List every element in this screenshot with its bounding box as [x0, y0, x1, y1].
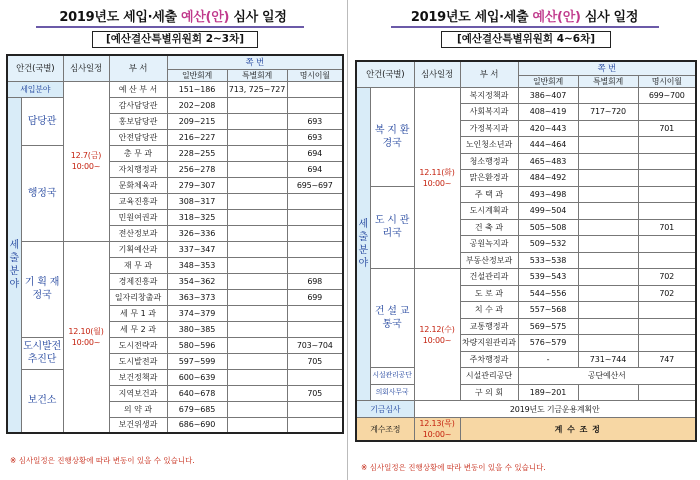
detail-page-cell — [287, 401, 343, 417]
group-cell: 도시발전 추진단 — [21, 337, 63, 369]
general-page-cell: 408~419 — [518, 104, 578, 121]
schedule-date: 12.10(월) 10:00~ — [63, 241, 109, 433]
group-cell: 보건소 — [21, 369, 63, 433]
special-page-cell — [227, 113, 287, 129]
col-header-general: 일반회계 — [167, 69, 227, 81]
general-page-cell: 308~317 — [167, 193, 227, 209]
special-page-cell — [578, 186, 638, 203]
special-page-cell — [578, 120, 638, 137]
detail-page-cell — [287, 241, 343, 257]
table-row — [7, 241, 343, 257]
col-header-general: 일반회계 — [518, 75, 578, 87]
group-cell: 담당관 — [21, 97, 63, 145]
special-page-cell — [578, 170, 638, 187]
dept-cell: 보건위생과 — [109, 417, 167, 433]
special-page-cell — [227, 177, 287, 193]
right-subtitle: [예산결산특별위원회 4~6차] — [441, 31, 611, 48]
table-row — [356, 401, 696, 418]
group-cell: 건 설 교통국 — [370, 269, 414, 368]
special-page-cell — [227, 401, 287, 417]
general-page-cell: 444~464 — [518, 137, 578, 154]
special-page-cell — [227, 129, 287, 145]
detail-page-cell: 703~704 — [287, 337, 343, 353]
detail-page-cell — [287, 209, 343, 225]
special-page-cell — [578, 302, 638, 319]
fund-review-text: 2019년도 기금운용계획안 — [414, 401, 696, 418]
col-header-schedule: 심사일정 — [414, 61, 460, 87]
detail-page-cell: 693 — [287, 129, 343, 145]
special-page-cell — [227, 385, 287, 401]
general-page-cell: 539~543 — [518, 269, 578, 286]
fund-review-label: 기금심사 — [356, 401, 414, 418]
right-note: ※ 심사일정은 진행상황에 따라 변동이 있을 수 있습니다. — [361, 463, 546, 472]
left-title-text: 2019년도 세입·세출 — [59, 10, 182, 25]
detail-page-cell — [638, 252, 696, 269]
detail-page-cell — [287, 97, 343, 113]
general-page-cell: 679~685 — [167, 401, 227, 417]
right-schedule-panel — [349, 0, 700, 480]
col-header-detail: 명시이월 — [638, 75, 696, 87]
dept-cell: 문화체육과 — [109, 177, 167, 193]
left-schedule-panel — [0, 0, 346, 480]
right-title-suffix: 심사 일정 — [580, 10, 639, 25]
dept-cell: 사회복지과 — [460, 104, 518, 121]
general-page-cell: 189~201 — [518, 384, 578, 401]
table-row — [356, 186, 696, 203]
dept-cell: 가정복지과 — [460, 120, 518, 137]
panel-divider — [347, 0, 348, 480]
general-page-cell: 509~532 — [518, 236, 578, 253]
left-title-accent: 예산(안) — [181, 10, 230, 25]
dept-cell: 맑은환경과 — [460, 170, 518, 187]
special-page-cell — [578, 335, 638, 352]
dept-cell: 주차행정과 — [460, 351, 518, 368]
special-page-cell — [227, 417, 287, 433]
special-page-cell: 713, 725~727 — [227, 81, 287, 97]
detail-page-cell: 747 — [638, 351, 696, 368]
detail-page-cell — [638, 335, 696, 352]
general-page-cell: 348~353 — [167, 257, 227, 273]
special-page-cell — [227, 145, 287, 161]
dept-cell: 총 무 과 — [109, 145, 167, 161]
dept-cell: 주 택 과 — [460, 186, 518, 203]
detail-page-cell: 701 — [638, 219, 696, 236]
right-title — [349, 6, 700, 25]
dept-cell: 도시계획과 — [460, 203, 518, 220]
group-cell: 도 시 관리국 — [370, 186, 414, 269]
dept-cell: 민원여권과 — [109, 209, 167, 225]
dept-cell: 재 무 과 — [109, 257, 167, 273]
special-page-cell — [227, 97, 287, 113]
dept-cell: 지역보건과 — [109, 385, 167, 401]
right-title-underline — [391, 26, 659, 28]
dept-cell: 의 약 과 — [109, 401, 167, 417]
special-page-cell — [227, 353, 287, 369]
special-page-cell — [227, 225, 287, 241]
special-page-cell — [227, 369, 287, 385]
left-subtitle: [예산결산특별위원회 2~3차] — [92, 31, 258, 48]
general-page-cell: 326~336 — [167, 225, 227, 241]
detail-page-cell — [287, 321, 343, 337]
general-page-cell: 202~208 — [167, 97, 227, 113]
general-page-cell: 337~347 — [167, 241, 227, 257]
expenditure-label: 세 출 분 야 — [7, 97, 21, 433]
right-title-text: 2019년도 세입·세출 — [410, 10, 533, 25]
detail-page-cell: 702 — [638, 285, 696, 302]
dept-cell: 차량지원관리과 — [460, 335, 518, 352]
special-page-cell — [227, 289, 287, 305]
special-page-cell — [227, 241, 287, 257]
general-page-cell: 686~690 — [167, 417, 227, 433]
general-page-cell: 640~678 — [167, 385, 227, 401]
left-schedule-table — [6, 54, 344, 434]
special-page-cell — [578, 219, 638, 236]
dept-cell: 건설관리과 — [460, 269, 518, 286]
detail-page-cell — [287, 225, 343, 241]
table-row — [356, 418, 696, 442]
group-cell: 의회사무국 — [370, 384, 414, 401]
general-page-cell: 216~227 — [167, 129, 227, 145]
detail-page-cell: 705 — [287, 353, 343, 369]
dept-cell: 일자리창출과 — [109, 289, 167, 305]
expenditure-label: 세 출 분 야 — [356, 87, 370, 401]
right-schedule-table — [355, 60, 697, 442]
detail-page-cell: 695~697 — [287, 177, 343, 193]
detail-page-cell — [287, 305, 343, 321]
special-page-cell — [578, 384, 638, 401]
detail-page-cell — [287, 193, 343, 209]
special-page-cell — [227, 193, 287, 209]
dept-cell: 노인청소년과 — [460, 137, 518, 154]
dept-cell: 보건정책과 — [109, 369, 167, 385]
detail-page-cell: 701 — [638, 120, 696, 137]
col-header-section: 안건(국별) — [7, 55, 63, 81]
right-title-accent: 예산(안) — [532, 10, 581, 25]
dept-cell: 도 로 과 — [460, 285, 518, 302]
table-row — [356, 368, 696, 385]
dept-cell: 도시발전과 — [109, 353, 167, 369]
dept-cell: 경제진흥과 — [109, 273, 167, 289]
special-page-cell — [227, 161, 287, 177]
detail-page-cell: 694 — [287, 145, 343, 161]
dept-cell: 안전담당관 — [109, 129, 167, 145]
dept-cell: 청소행정과 — [460, 153, 518, 170]
revenue-label: 세입분야 — [7, 81, 63, 97]
table-row — [7, 337, 343, 353]
special-page-cell — [578, 203, 638, 220]
general-page-cell: 374~379 — [167, 305, 227, 321]
special-page-cell — [227, 305, 287, 321]
dept-cell: 세 무 2 과 — [109, 321, 167, 337]
table-row — [356, 87, 696, 104]
group-cell: 기 획 재정국 — [21, 241, 63, 337]
dept-cell: 시설관리공단 — [460, 368, 518, 385]
detail-page-cell — [638, 186, 696, 203]
general-page-cell: 386~407 — [518, 87, 578, 104]
special-page-cell: 731~744 — [578, 351, 638, 368]
table-row — [7, 97, 343, 113]
special-page-cell — [578, 252, 638, 269]
dept-cell: 치 수 과 — [460, 302, 518, 319]
general-page-cell: 533~538 — [518, 252, 578, 269]
detail-page-cell: 698 — [287, 273, 343, 289]
general-page-cell: 256~278 — [167, 161, 227, 177]
detail-page-cell: 699 — [287, 289, 343, 305]
dept-cell: 전산정보과 — [109, 225, 167, 241]
detail-page-cell: 693 — [287, 113, 343, 129]
detail-page-cell — [638, 104, 696, 121]
general-page-cell: 505~508 — [518, 219, 578, 236]
table-row — [7, 145, 343, 161]
general-page-cell: 493~498 — [518, 186, 578, 203]
adjustment-label: 계수조정 — [356, 418, 414, 442]
col-header-special: 특별회계 — [227, 69, 287, 81]
col-header-dept: 부 서 — [109, 55, 167, 81]
general-page-cell: 209~215 — [167, 113, 227, 129]
dept-cell: 기획예산과 — [109, 241, 167, 257]
dept-cell: 교육진흥과 — [109, 193, 167, 209]
col-header-section: 안건(국별) — [356, 61, 414, 87]
col-header-detail: 명시이월 — [287, 69, 343, 81]
detail-page-cell — [638, 302, 696, 319]
dept-cell: 세 무 1 과 — [109, 305, 167, 321]
schedule-date: 12.13(목) 10:00~ — [414, 418, 460, 442]
general-page-cell: 465~483 — [518, 153, 578, 170]
table-row — [356, 269, 696, 286]
detail-page-cell: 705 — [287, 385, 343, 401]
dept-cell: 복지정책과 — [460, 87, 518, 104]
detail-page-cell — [638, 153, 696, 170]
special-page-cell — [227, 257, 287, 273]
general-page-cell: 380~385 — [167, 321, 227, 337]
detail-page-cell: 694 — [287, 161, 343, 177]
general-page-cell: 363~373 — [167, 289, 227, 305]
dept-cell: 도시전략과 — [109, 337, 167, 353]
group-cell: 복 지 환경국 — [370, 87, 414, 186]
col-header-dept: 부 서 — [460, 61, 518, 87]
special-page-cell — [578, 137, 638, 154]
detail-page-cell — [638, 384, 696, 401]
detail-page-cell: 699~700 — [638, 87, 696, 104]
group-cell: 행정국 — [21, 145, 63, 241]
general-page-cell: 569~575 — [518, 318, 578, 335]
general-page-cell: 600~639 — [167, 369, 227, 385]
general-page-cell: 354~362 — [167, 273, 227, 289]
schedule-date: 12.12(수) 10:00~ — [414, 269, 460, 401]
col-header-schedule: 심사일정 — [63, 55, 109, 81]
detail-page-cell — [638, 318, 696, 335]
general-page-cell: 279~307 — [167, 177, 227, 193]
general-page-cell: - — [518, 351, 578, 368]
dept-cell: 건 축 과 — [460, 219, 518, 236]
detail-page-cell — [638, 137, 696, 154]
general-page-cell: 484~492 — [518, 170, 578, 187]
special-page-cell: 717~720 — [578, 104, 638, 121]
schedule-date: 12.11(화) 10:00~ — [414, 87, 460, 269]
special-page-cell — [227, 209, 287, 225]
dept-cell: 감사담당관 — [109, 97, 167, 113]
table-row — [7, 81, 343, 97]
general-page-cell: 420~443 — [518, 120, 578, 137]
detail-page-cell — [638, 170, 696, 187]
schedule-date: 12.7(금) 10:00~ — [63, 81, 109, 241]
adjustment-text: 계 수 조 정 — [460, 418, 696, 442]
facility-merged-cell: 공단예산서 — [518, 368, 696, 385]
col-header-pages: 쪽 번 — [167, 55, 343, 69]
general-page-cell: 576~579 — [518, 335, 578, 352]
dept-cell: 자치행정과 — [109, 161, 167, 177]
dept-cell: 예 산 부 서 — [109, 81, 167, 97]
left-title-underline — [36, 26, 304, 28]
special-page-cell — [578, 236, 638, 253]
special-page-cell — [227, 321, 287, 337]
dept-cell: 공원녹지과 — [460, 236, 518, 253]
detail-page-cell — [287, 81, 343, 97]
col-header-pages: 쪽 번 — [518, 61, 696, 75]
detail-page-cell — [638, 203, 696, 220]
detail-page-cell — [287, 369, 343, 385]
special-page-cell — [578, 153, 638, 170]
dept-cell: 홍보담당관 — [109, 113, 167, 129]
table-row — [356, 384, 696, 401]
special-page-cell — [578, 87, 638, 104]
left-title — [0, 6, 346, 25]
dept-cell: 구 의 회 — [460, 384, 518, 401]
left-title-suffix: 심사 일정 — [229, 10, 287, 25]
general-page-cell: 544~556 — [518, 285, 578, 302]
dept-cell: 부동산정보과 — [460, 252, 518, 269]
general-page-cell: 318~325 — [167, 209, 227, 225]
group-cell: 시설관리공단 — [370, 368, 414, 385]
detail-page-cell: 702 — [638, 269, 696, 286]
dept-cell: 교통행정과 — [460, 318, 518, 335]
special-page-cell — [578, 285, 638, 302]
general-page-cell: 557~568 — [518, 302, 578, 319]
detail-page-cell — [638, 236, 696, 253]
general-page-cell: 228~255 — [167, 145, 227, 161]
table-row — [7, 369, 343, 385]
detail-page-cell — [287, 417, 343, 433]
col-header-special: 특별회계 — [578, 75, 638, 87]
general-page-cell: 499~504 — [518, 203, 578, 220]
special-page-cell — [578, 318, 638, 335]
detail-page-cell — [287, 257, 343, 273]
special-page-cell — [227, 273, 287, 289]
general-page-cell: 151~186 — [167, 81, 227, 97]
special-page-cell — [578, 269, 638, 286]
left-note: ※ 심사일정은 진행상황에 따라 변동이 있을 수 있습니다. — [10, 456, 195, 465]
general-page-cell: 580~596 — [167, 337, 227, 353]
special-page-cell — [227, 337, 287, 353]
general-page-cell: 597~599 — [167, 353, 227, 369]
